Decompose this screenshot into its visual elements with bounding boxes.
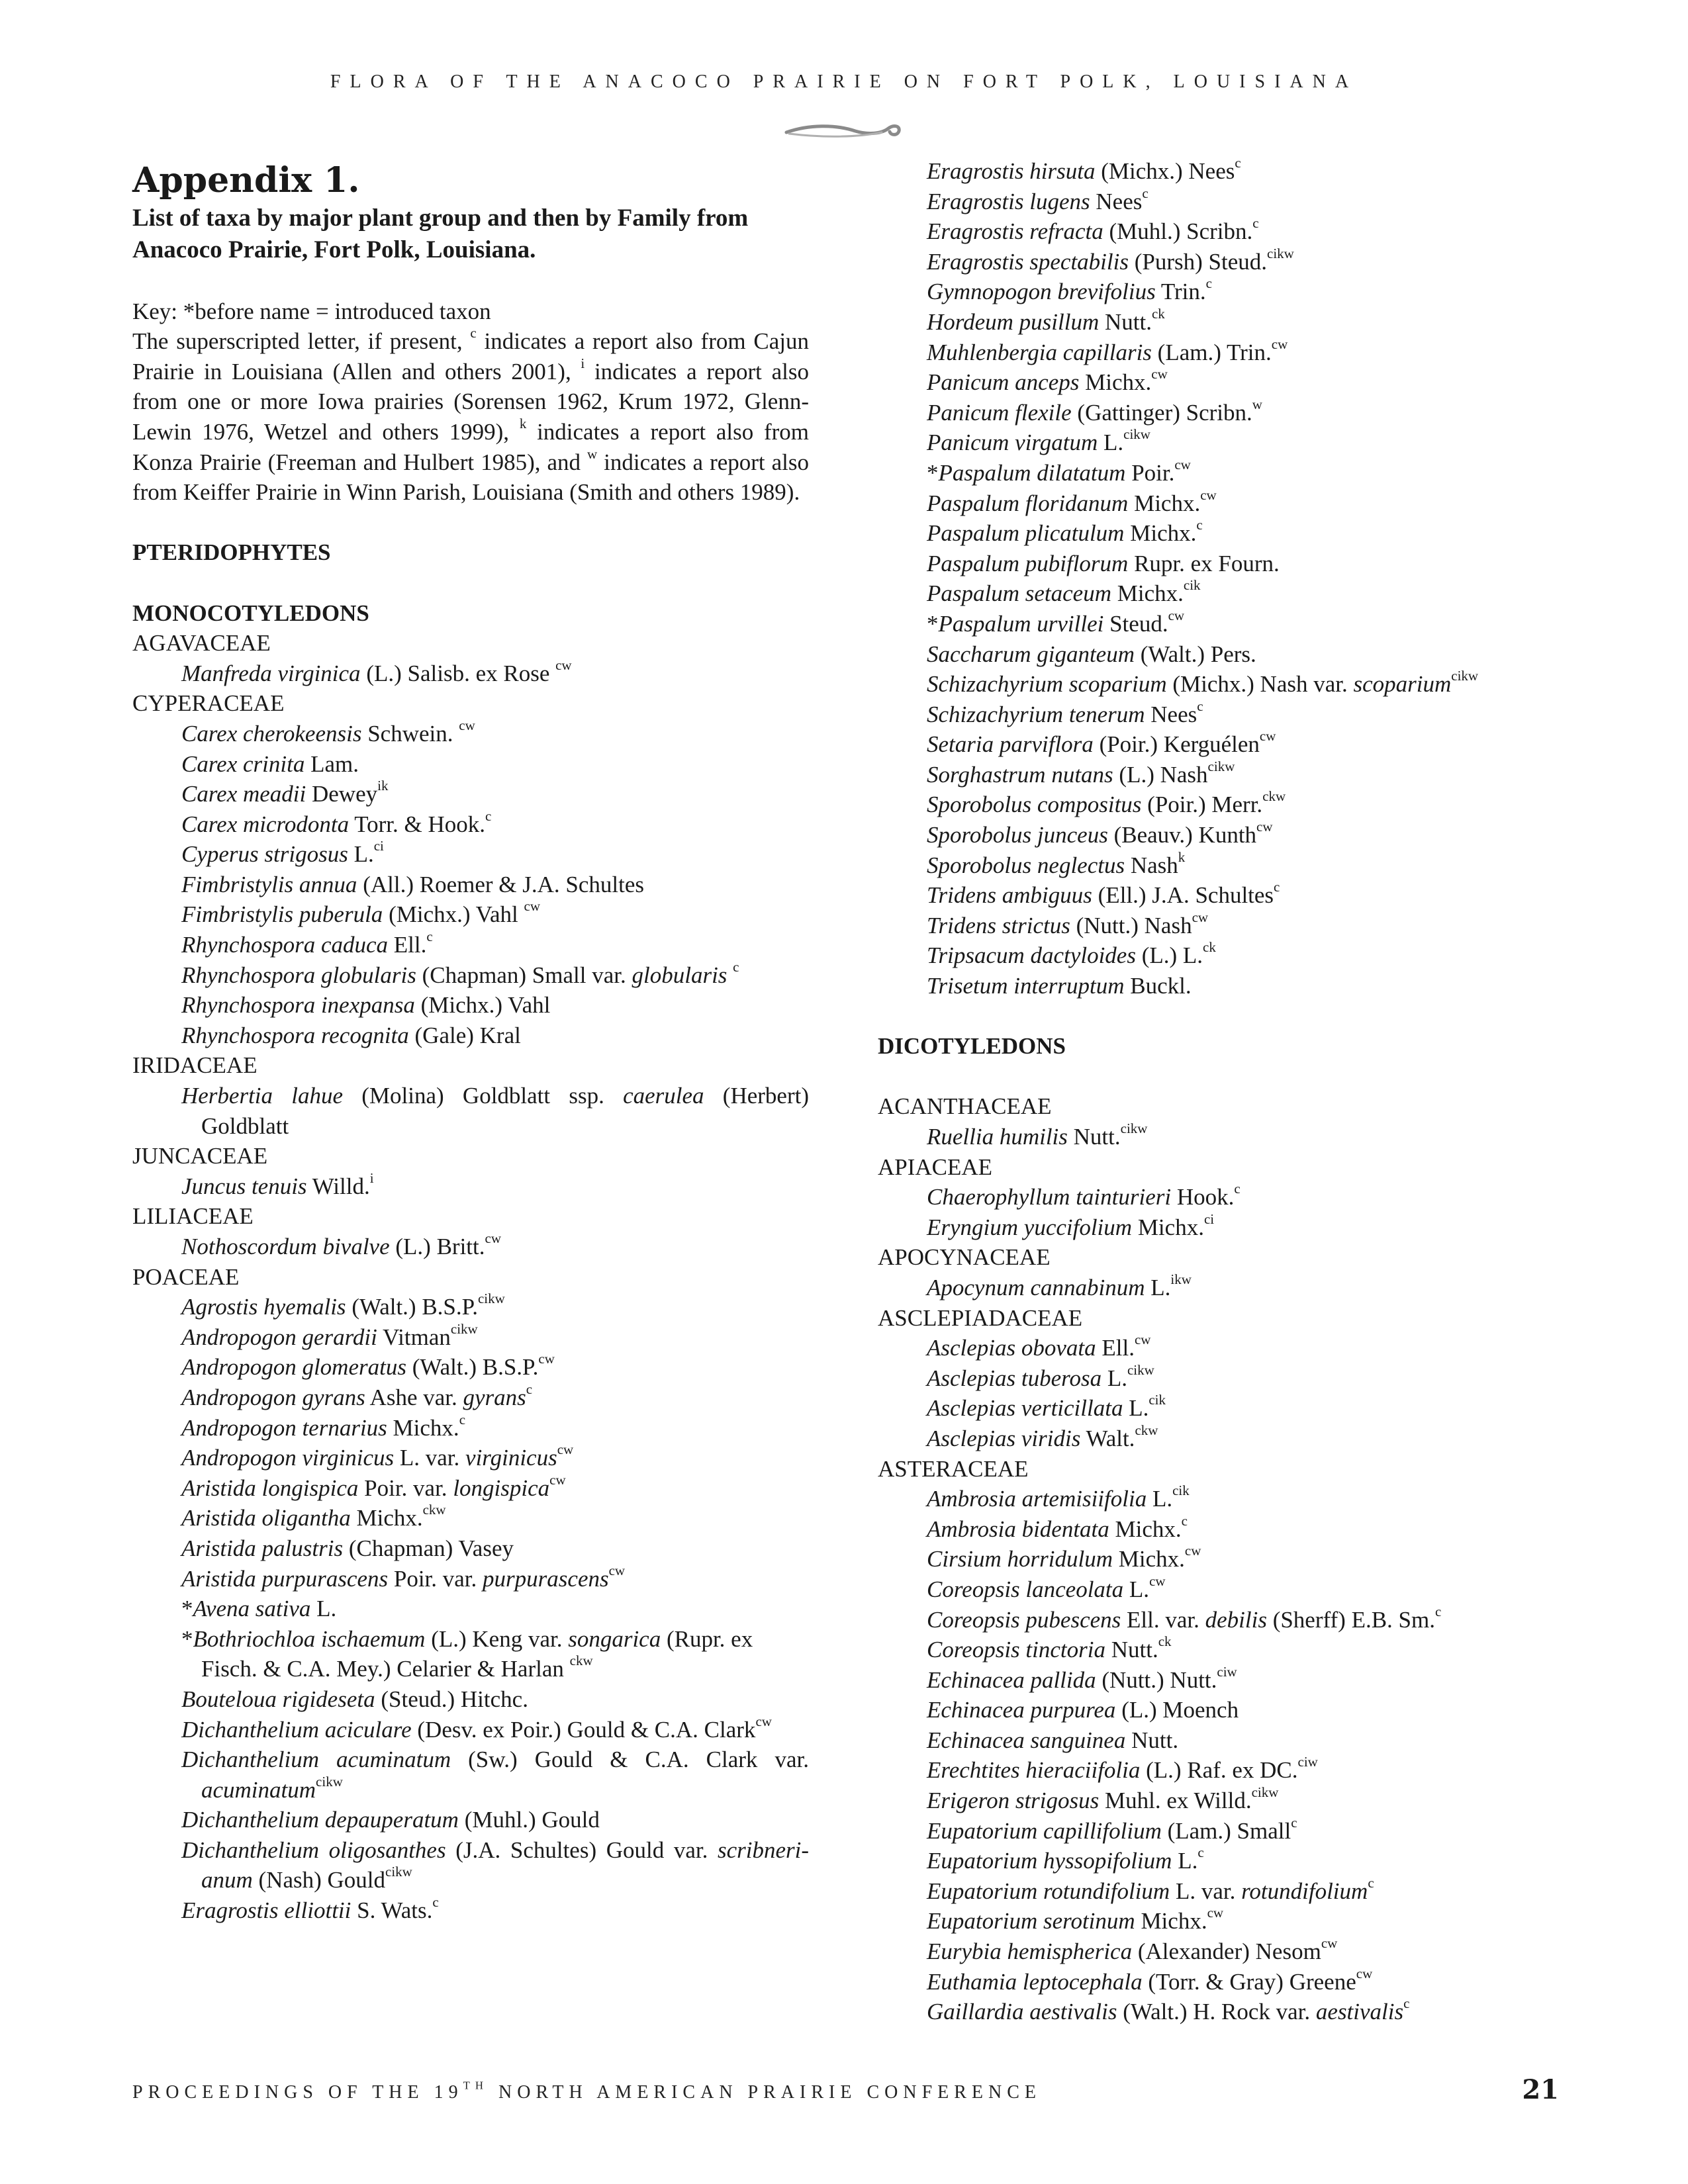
- taxon-entry: Eupatorium rotundifolium L. var. rotundifolium$^c$: [927, 1875, 1374, 1904]
- taxon-entry: Apocynum cannabinum L.$^{ikw}$: [927, 1271, 1192, 1300]
- taxon-entry: Tripsacum dactyloides (L.) L.$^{ck}$: [927, 939, 1216, 969]
- taxon-entry: Carex cherokeensis Schwein. $^{cw}$: [181, 717, 475, 747]
- taxon-entry: *Avena sativa L.: [181, 1596, 337, 1622]
- taxon-entry: Carex crinita Lam.: [181, 751, 359, 777]
- dicot-taxa-list: [878, 1091, 1566, 2026]
- taxon-entry: Andropogon glomeratus (Walt.) B.S.P.$^{cw}$: [181, 1351, 555, 1381]
- taxon-entry: Agrostis hyemalis (Walt.) B.S.P.$^{cikw}$: [181, 1291, 505, 1320]
- taxon-entry: Asclepias tuberosa L.$^{cikw}$: [927, 1361, 1154, 1391]
- taxon-entry: Tridens strictus (Nutt.) Nash$^{cw}$: [927, 909, 1209, 938]
- taxon-entry: *Bothriochloa ischaemum (L.) Keng var. songarica (Rupr. ex Fisch. & C.A. Mey.) Celarier & Harlan $^{ckw}$: [181, 1625, 753, 1682]
- ornament-flourish-icon: [782, 118, 908, 144]
- key-paragraph: The superscripted letter, if present, $^c$ indicates a report also from Cajun Prairie in Louisiana (Allen and others 2001), $^i$ indicates a report also from one or more Iowa prairies (Sorensen 1962, Krum 1972, Glenn-Lewin 1976, Wetzel and others 1999), $^k$ indicates a report also from Konza Prairie (Freeman and Hulbert 1985), and $^w$ indicates a report also from Keiffer Prairie in Winn Parish, Louisiana (Smith and others 1989).: [132, 325, 809, 506]
- taxon-entry: Andropogon gerardii Vitman$^{cikw}$: [181, 1320, 478, 1350]
- taxon-entry: Dichanthelium acuminatum (Sw.) Gould & C.A. Clark var. acuminatum$^{cikw}$: [181, 1747, 809, 1803]
- taxon-entry: Ambrosia artemisiifolia L.$^{cik}$: [927, 1482, 1190, 1512]
- taxon-entry: Eragrostis hirsuta (Michx.) Nees$^c$: [927, 155, 1241, 184]
- taxon-entry: Hordeum pusillum Nutt.$^{ck}$: [927, 306, 1165, 335]
- taxon-entry: *Paspalum urvillei Steud.$^{cw}$: [927, 608, 1185, 637]
- left-column: [132, 156, 809, 1926]
- taxon-entry: Andropogon virginicus L. var. virginicus$^{cw}$: [181, 1441, 574, 1471]
- taxon-entry: Nothoscordum bivalve (L.) Britt.$^{cw}$: [181, 1230, 501, 1259]
- group-heading-pteridophytes: PTERIDOPHYTES: [132, 539, 331, 566]
- taxon-entry: Euthamia leptocephala (Torr. & Gray) Greene$^{cw}$: [927, 1965, 1373, 1995]
- taxon-entry: Cirsium horridulum Michx.$^{cw}$: [927, 1543, 1201, 1572]
- family-heading: LILIACEAE: [132, 1203, 254, 1230]
- taxon-entry: Gaillardia aestivalis (Walt.) H. Rock var. aestivalis$^c$: [927, 1995, 1410, 2025]
- taxon-entry: Eupatorium hyssopifolium L.$^c$: [927, 1844, 1204, 1874]
- taxon-entry: Fimbristylis annua (All.) Roemer & J.A. Schultes: [181, 871, 644, 897]
- taxon-entry: Carex meadii Dewey$^{ik}$: [181, 778, 389, 807]
- taxon-entry: Setaria parviflora (Poir.) Kerguélen$^{cw}$: [927, 728, 1276, 758]
- taxon-entry: Eupatorium capillifolium (Lam.) Small$^c$: [927, 1814, 1297, 1844]
- taxon-entry: Eryngium yuccifolium Michx.$^{ci}$: [927, 1210, 1215, 1240]
- taxon-entry: Tridens ambiguus (Ell.) J.A. Schultes$^c$: [927, 879, 1280, 909]
- family-heading: JUNCACEAE: [132, 1143, 268, 1169]
- taxon-entry: Sporobolus junceus (Beauv.) Kunth$^{cw}$: [927, 819, 1273, 848]
- taxon-entry: Panicum anceps Michx.$^{cw}$: [927, 366, 1168, 396]
- family-heading: POACEAE: [132, 1263, 240, 1290]
- taxon-entry: Erechtites hieraciifolia (L.) Raf. ex DC.$^{ciw}$: [927, 1754, 1318, 1784]
- taxon-entry: Schizachyrium tenerum Nees$^c$: [927, 698, 1203, 727]
- taxon-entry: Echinacea sanguinea Nutt.: [927, 1727, 1179, 1753]
- taxon-entry: Panicum flexile (Gattinger) Scribn.$^w$: [927, 396, 1262, 426]
- taxon-entry: Chaerophyllum tainturieri Hook.$^c$: [927, 1181, 1241, 1210]
- taxon-entry: Rhynchospora globularis (Chapman) Small var. globularis $^c$: [181, 958, 739, 988]
- taxon-entry: Juncus tenuis Willd.$^i$: [181, 1170, 374, 1199]
- family-heading: ASCLEPIADACEAE: [878, 1304, 1083, 1331]
- taxon-entry: Muhlenbergia capillaris (Lam.) Trin.$^{cw}$: [927, 336, 1288, 365]
- taxon-entry: Rhynchospora inexpansa (Michx.) Vahl: [181, 992, 551, 1019]
- taxon-entry: Echinacea pallida (Nutt.) Nutt.$^{ciw}$: [927, 1663, 1237, 1693]
- taxon-entry: Aristida palustris (Chapman) Vasey: [181, 1535, 514, 1561]
- footer-conference: PROCEEDINGS OF THE 19TH NORTH AMERICAN PRAIRIE CONFERENCE: [132, 2079, 1042, 2103]
- taxon-entry: Fimbristylis puberula (Michx.) Vahl $^{cw}$: [181, 898, 541, 928]
- taxon-entry: Sporobolus neglectus Nash$^k$: [927, 848, 1186, 878]
- taxon-entry: Aristida oligantha Michx.$^{ckw}$: [181, 1502, 446, 1531]
- taxon-entry: Trisetum interruptum Buckl.: [927, 973, 1192, 999]
- taxon-entry: Aristida longispica Poir. var. longispica$^{cw}$: [181, 1471, 566, 1501]
- taxon-entry: Bouteloua rigideseta (Steud.) Hitchc.: [181, 1686, 528, 1712]
- taxon-entry: Eragrostis elliottii S. Wats.$^c$: [181, 1894, 439, 1924]
- taxon-entry: Dichanthelium oligosanthes (J.A. Schultes) Gould var. scribneri-anum (Nash) Gould$^{cikw}$: [181, 1837, 809, 1893]
- taxon-entry: Rhynchospora recognita (Gale) Kral: [181, 1022, 521, 1048]
- taxon-entry: *Paspalum dilatatum Poir.$^{cw}$: [927, 457, 1191, 486]
- family-heading: APIACEAE: [878, 1154, 993, 1180]
- taxon-entry: Eurybia hemispherica (Alexander) Nesom$^{cw}$: [927, 1935, 1338, 1965]
- taxon-entry: Sorghastrum nutans (L.) Nash$^{cikw}$: [927, 758, 1235, 788]
- taxon-entry: Herbertia lahue (Molina) Goldblatt ssp. caerulea (Herbert) Goldblatt: [181, 1083, 809, 1139]
- taxon-entry: Dichanthelium aciculare (Desv. ex Poir.) Gould & C.A. Clark$^{cw}$: [181, 1713, 772, 1743]
- taxon-entry: Coreopsis tinctoria Nutt.$^{ck}$: [927, 1633, 1172, 1663]
- key-line: Key: *before name = introduced taxon: [132, 298, 491, 324]
- taxon-entry: Cyperus strigosus L.$^{ci}$: [181, 838, 384, 868]
- taxon-entry: Eupatorium serotinum Michx.$^{cw}$: [927, 1905, 1224, 1934]
- monocot-taxa-list: [132, 628, 809, 1926]
- taxon-entry: Paspalum floridanum Michx.$^{cw}$: [927, 486, 1217, 516]
- taxon-entry: Asclepias obovata Ell.$^{cw}$: [927, 1332, 1151, 1361]
- taxon-entry: Erigeron strigosus Muhl. ex Willd.$^{cikw}$: [927, 1784, 1279, 1814]
- taxon-entry: Echinacea purpurea (L.) Moench: [927, 1697, 1239, 1723]
- group-heading-monocotyledons: MONOCOTYLEDONS: [132, 600, 369, 626]
- family-heading: IRIDACEAE: [132, 1052, 258, 1079]
- taxon-entry: Asclepias verticillata L.$^{cik}$: [927, 1392, 1166, 1422]
- taxon-entry: Coreopsis lanceolata L.$^{cw}$: [927, 1573, 1166, 1602]
- taxon-entry: Andropogon gyrans Ashe var. gyrans$^c$: [181, 1381, 533, 1410]
- right-column: [878, 156, 1566, 2027]
- taxon-entry: Manfreda virginica (L.) Salisb. ex Rose $^{cw}$: [181, 657, 572, 686]
- taxon-entry: Gymnopogon brevifolius Trin.$^c$: [927, 275, 1212, 305]
- taxon-entry: Eragrostis lugens Nees$^c$: [927, 185, 1149, 214]
- taxon-entry: Eragrostis refracta (Muhl.) Scribn.$^c$: [927, 215, 1259, 245]
- taxon-entry: Panicum virgatum L.$^{cikw}$: [927, 426, 1150, 456]
- taxon-entry: Asclepias viridis Walt.$^{ckw}$: [927, 1422, 1158, 1451]
- appendix-subtitle: List of taxa by major plant group and then by Family from Anacoco Prairie, Fort Polk, Louisiana.: [132, 205, 749, 263]
- taxon-entry: Paspalum setaceum Michx.$^{cik}$: [927, 577, 1201, 607]
- taxon-entry: Paspalum pubiflorum Rupr. ex Fourn.: [927, 550, 1280, 576]
- running-head: FLORA OF THE ANACOCO PRAIRIE ON FORT POLK, LOUISIANA: [330, 71, 1358, 92]
- taxon-entry: Sporobolus compositus (Poir.) Merr.$^{ckw}$: [927, 788, 1286, 818]
- taxon-entry: Schizachyrium scoparium (Michx.) Nash var. scoparium$^{cikw}$: [927, 668, 1479, 698]
- family-heading: CYPERACEAE: [132, 690, 285, 717]
- taxon-entry: Aristida purpurascens Poir. var. purpurascens$^{cw}$: [181, 1562, 626, 1592]
- page-number: 21: [1522, 2074, 1559, 2105]
- taxon-entry: Ambrosia bidentata Michx.$^c$: [927, 1512, 1188, 1542]
- taxon-entry: Coreopsis pubescens Ell. var. debilis (Sherff) E.B. Sm.$^c$: [927, 1603, 1442, 1633]
- taxon-entry: Carex microdonta Torr. & Hook.$^c$: [181, 807, 492, 837]
- appendix-title: Appendix 1.: [132, 160, 360, 201]
- family-heading: AGAVACEAE: [132, 630, 271, 657]
- taxon-entry: Eragrostis spectabilis (Pursh) Steud.$^{cikw}$: [927, 245, 1294, 275]
- taxon-entry: Dichanthelium depauperatum (Muhl.) Gould: [181, 1807, 600, 1833]
- taxon-entry: Andropogon ternarius Michx.$^c$: [181, 1411, 466, 1441]
- family-heading: ASTERACEAE: [878, 1455, 1029, 1482]
- group-heading-dicotyledons: DICOTYLEDONS: [878, 1033, 1066, 1060]
- family-heading: APOCYNACEAE: [878, 1244, 1051, 1271]
- taxon-entry: Ruellia humilis Nutt.$^{cikw}$: [927, 1120, 1148, 1150]
- taxon-entry: Paspalum plicatulum Michx.$^c$: [927, 517, 1203, 547]
- taxon-entry: Saccharum giganteum (Walt.) Pers.: [927, 641, 1256, 667]
- poaceae-continued-list: [878, 156, 1566, 1001]
- taxon-entry: Rhynchospora caduca Ell.$^c$: [181, 929, 433, 958]
- family-heading: ACANTHACEAE: [878, 1093, 1052, 1120]
